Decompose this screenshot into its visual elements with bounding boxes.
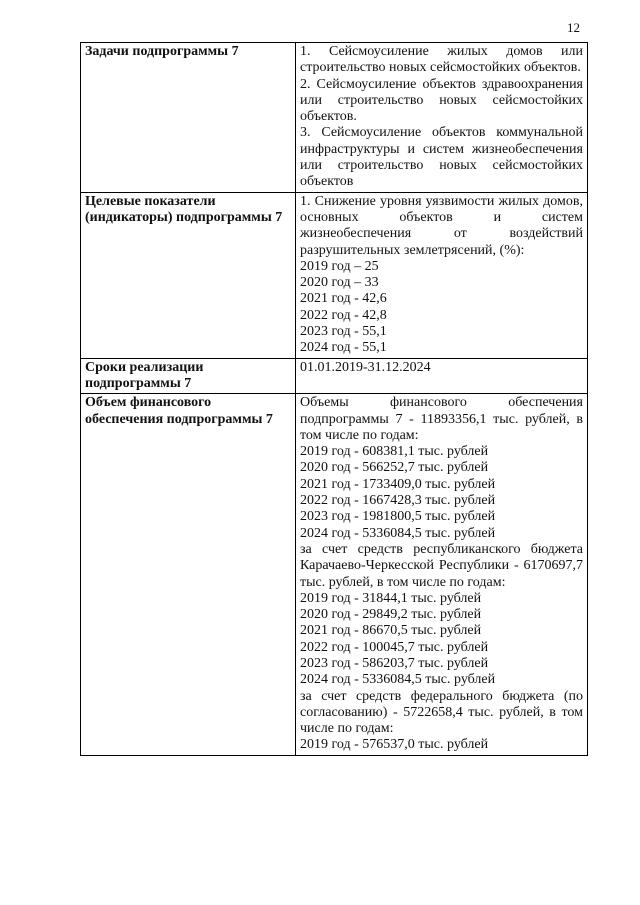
- text-line: 2023 год - 55,1: [300, 324, 387, 340]
- text-line: 2019 год - 608381,1 тыс. рублей: [300, 444, 489, 460]
- text-line: 2020 год - 29849,2 тыс. рублей: [300, 607, 482, 623]
- row-label: Объем финансового обеспечения подпрограммы 7: [81, 394, 296, 756]
- table-row-tasks: [81, 43, 588, 193]
- row-label: Задачи подпрограммы 7: [81, 43, 296, 193]
- row-value: [296, 43, 588, 193]
- text-line: 2024 год - 5336084,5 тыс. рублей: [300, 672, 496, 688]
- text-line: 2022 год - 42,8: [300, 307, 387, 323]
- text-line: 2022 год - 1667428,3 тыс. рублей: [300, 493, 496, 509]
- table-row-indicators: [81, 192, 588, 358]
- table-row-financing: [81, 394, 588, 756]
- text-line: 2021 год - 86670,5 тыс. рублей: [300, 623, 482, 639]
- row-value: [296, 394, 588, 756]
- text-line: 2020 год - 566252,7 тыс. рублей: [300, 460, 489, 476]
- subprogram-passport-table: [80, 42, 588, 756]
- text-line: 2023 год - 1981800,5 тыс. рублей: [300, 509, 496, 525]
- text-line: 2022 год - 100045,7 тыс. рублей: [300, 639, 489, 655]
- text-line: 2019 год – 25: [300, 258, 379, 274]
- text-line: 2023 год - 586203,7 тыс. рублей: [300, 655, 489, 671]
- text-line: 2024 год - 55,1: [300, 340, 387, 356]
- text-line: 2024 год - 5336084,5 тыс. рублей: [300, 525, 496, 541]
- text-line: 2019 год - 31844,1 тыс. рублей: [300, 590, 482, 606]
- table-row-period: [81, 358, 588, 394]
- text-line: 2021 год - 42,6: [300, 291, 387, 307]
- text-line: 3. Сейсмоусиление объектов коммунальной инфраструктуры и систем жизнеобеспечения или строительство новых сейсмостойких объектов: [300, 125, 583, 190]
- text-line: 01.01.2019-31.12.2024: [300, 359, 431, 375]
- row-label: Целевые показатели (индикаторы) подпрограммы 7: [81, 192, 296, 358]
- page-number: 12: [567, 20, 580, 35]
- text-line: 1. Сейсмоусиление жилых домов или строительство новых сейсмостойких объектов.: [300, 44, 583, 76]
- text-line: за счет средств федерального бюджета (по согласованию) - 5722658,4 тыс. рублей, в том числе по годам:: [300, 688, 583, 737]
- text-line: 2019 год - 576537,0 тыс. рублей: [300, 737, 489, 753]
- text-line: Объемы финансового обеспечения подпрограммы 7 - 11893356,1 тыс. рублей, в том числе по годам:: [300, 395, 583, 443]
- row-label: Сроки реализации подпрограммы 7: [81, 358, 296, 394]
- text-line: за счет средств республиканского бюджета Карачаево-Черкесской Республики - 6170697,7 тыс. рублей, в том числе по годам:: [300, 541, 583, 590]
- text-line: 2021 год - 1733409,0 тыс. рублей: [300, 476, 496, 492]
- row-value: [296, 192, 588, 358]
- text-line: 2. Сейсмоусиление объектов здравоохранения или строительство новых сейсмостойких объектов.: [300, 76, 583, 125]
- row-value: [296, 358, 588, 394]
- text-line: 2020 год – 33: [300, 275, 379, 291]
- text-line: 1. Снижение уровня уязвимости жилых домов, основных объектов и систем жизнеобеспечения от воздействий разрушительных землетрясений, (%):: [300, 193, 583, 258]
